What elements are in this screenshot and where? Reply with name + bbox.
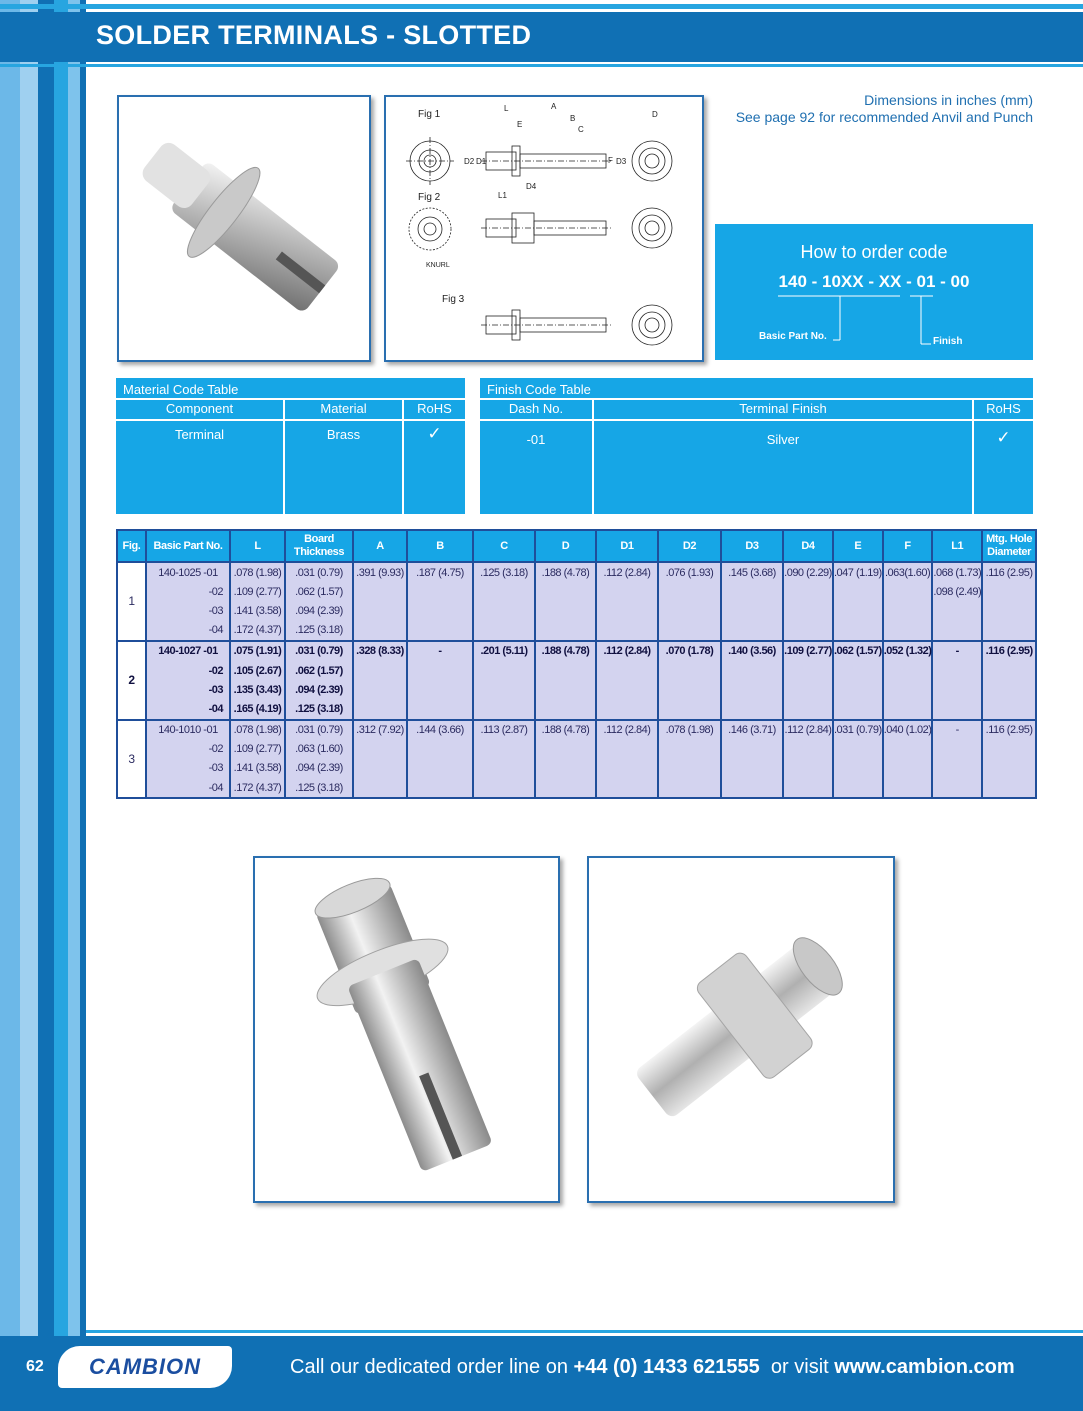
table-cell [473, 661, 535, 680]
table-cell: -04 [146, 621, 230, 641]
table-cell: .052 (1.32) [883, 641, 933, 661]
table-cell: .076 (1.93) [658, 562, 721, 582]
table-cell: .040 (1.02) [883, 720, 933, 740]
table-cell [982, 778, 1036, 798]
spec-header-mtg-hole: Mtg. Hole Diameter [982, 530, 1036, 562]
table-cell: .063(1.60) [883, 562, 933, 582]
table-cell [407, 778, 473, 798]
table-row [117, 641, 1036, 661]
fig3-label: Fig 3 [442, 294, 465, 305]
material-header-rohs: RoHS [417, 401, 452, 416]
table-cell [596, 680, 658, 699]
table-cell: .062 (1.57) [833, 641, 883, 661]
table-cell: .062 (1.57) [285, 582, 353, 601]
left-stripe-1 [0, 0, 20, 1411]
table-cell [596, 582, 658, 601]
table-cell: .075 (1.91) [230, 641, 285, 661]
spec-header-d2: D2 [658, 530, 721, 562]
table-cell [658, 621, 721, 641]
left-stripe-6 [80, 0, 86, 1411]
cambion-logo-text: CAMBION [88, 1354, 202, 1379]
table-cell: -04 [146, 778, 230, 798]
spec-header-d1: D1 [596, 530, 658, 562]
table-row [117, 621, 1036, 641]
table-cell [721, 759, 783, 778]
table-cell: .070 (1.78) [658, 641, 721, 661]
table-cell [883, 740, 933, 759]
table-cell [783, 582, 833, 601]
table-cell: .112 (2.84) [596, 562, 658, 582]
table-cell [883, 699, 933, 719]
contact-mid: or visit [759, 1356, 835, 1378]
table-cell: .062 (1.57) [285, 661, 353, 680]
spec-header-b: B [407, 530, 473, 562]
table-cell: 140-1025 -01 [146, 562, 230, 582]
table-cell [833, 582, 883, 601]
table-cell [407, 582, 473, 601]
table-cell: .125 (3.18) [473, 562, 535, 582]
contact-line [290, 1356, 1015, 1379]
table-cell [596, 699, 658, 719]
table-cell [982, 601, 1036, 620]
header-bar [0, 12, 1083, 62]
table-cell-fig: 1 [117, 562, 146, 641]
table-cell: .112 (2.84) [596, 720, 658, 740]
table-cell [658, 759, 721, 778]
terminal-photo-left [253, 856, 560, 1203]
table-cell [535, 740, 596, 759]
website-link[interactable]: www.cambion.com [834, 1356, 1015, 1378]
table-cell: .094 (2.39) [285, 759, 353, 778]
terminal-photo-top [117, 95, 371, 362]
spec-header-d4: D4 [783, 530, 833, 562]
table-cell: .125 (3.18) [285, 778, 353, 798]
specification-table [116, 529, 1037, 799]
table-cell [596, 759, 658, 778]
table-cell [721, 740, 783, 759]
dim-d3-label: D3 [616, 157, 627, 166]
table-cell: .172 (4.37) [230, 778, 285, 798]
table-cell [535, 601, 596, 620]
table-cell: .125 (3.18) [285, 699, 353, 719]
spec-header-l1: L1 [932, 530, 982, 562]
table-cell [407, 759, 473, 778]
table-cell [596, 740, 658, 759]
table-cell [535, 759, 596, 778]
table-cell [596, 778, 658, 798]
phone-number: +44 (0) 1433 621555 [573, 1356, 760, 1378]
finish-header-rohs: RoHS [986, 401, 1021, 416]
table-cell [783, 759, 833, 778]
table-cell: .078 (1.98) [230, 562, 285, 582]
material-cell-material: Brass [326, 427, 361, 442]
finish-header-dash: Dash No. [508, 401, 564, 416]
finish-cell-finish: Silver [766, 432, 800, 447]
table-cell: -02 [146, 661, 230, 680]
table-cell [982, 740, 1036, 759]
table-cell: .047 (1.19) [833, 562, 883, 582]
table-cell: .312 (7.92) [353, 720, 407, 740]
table-cell: .141 (3.58) [230, 759, 285, 778]
table-cell: .090 (2.29) [783, 562, 833, 582]
table-cell [473, 680, 535, 699]
left-stripe-2 [20, 0, 38, 1411]
table-cell: 140-1027 -01 [146, 641, 230, 661]
table-cell-fig: 3 [117, 720, 146, 799]
table-cell: .140 (3.56) [721, 641, 783, 661]
table-cell: .328 (8.33) [353, 641, 407, 661]
table-cell [353, 601, 407, 620]
table-cell: .078 (1.98) [658, 720, 721, 740]
table-cell [596, 661, 658, 680]
table-cell [535, 661, 596, 680]
table-cell [783, 661, 833, 680]
table-cell [407, 621, 473, 641]
spec-header-d3: D3 [721, 530, 783, 562]
table-cell: .116 (2.95) [982, 720, 1036, 740]
table-cell: .144 (3.66) [407, 720, 473, 740]
finish-cell-dash: -01 [526, 432, 546, 447]
table-cell: .112 (2.84) [596, 641, 658, 661]
table-cell [932, 740, 982, 759]
table-cell [535, 680, 596, 699]
table-cell: -02 [146, 582, 230, 601]
basic-part-label: Basic Part No. [759, 331, 827, 342]
finish-code-table [480, 378, 1033, 514]
table-cell: -03 [146, 759, 230, 778]
table-cell [535, 778, 596, 798]
table-cell: .078 (1.98) [230, 720, 285, 740]
finish-header-terminal-finish: Terminal Finish [739, 401, 827, 416]
table-cell [883, 759, 933, 778]
table-cell: 140-1010 -01 [146, 720, 230, 740]
table-cell [353, 582, 407, 601]
page-title: SOLDER TERMINALS - SLOTTED [96, 20, 532, 50]
table-cell [473, 699, 535, 719]
table-cell [783, 740, 833, 759]
table-cell [783, 680, 833, 699]
table-cell [721, 582, 783, 601]
fig1-label: Fig 1 [418, 109, 441, 120]
table-cell [783, 778, 833, 798]
table-cell [932, 759, 982, 778]
table-cell [932, 661, 982, 680]
material-code-table [116, 378, 465, 514]
left-stripe-5 [68, 0, 80, 1411]
table-cell [407, 699, 473, 719]
table-cell [982, 661, 1036, 680]
table-cell [833, 759, 883, 778]
table-cell: .188 (4.78) [535, 720, 596, 740]
table-cell: .201 (5.11) [473, 641, 535, 661]
table-cell: .031 (0.79) [285, 641, 353, 661]
dim-l1-label: L1 [498, 191, 507, 200]
finish-label: Finish [933, 336, 963, 347]
table-cell: .141 (3.58) [230, 601, 285, 620]
table-cell [783, 621, 833, 641]
table-cell [353, 740, 407, 759]
table-cell [883, 621, 933, 641]
table-cell [982, 680, 1036, 699]
table-cell [982, 699, 1036, 719]
spec-header-e: E [833, 530, 883, 562]
spec-header-fig: Fig. [117, 530, 146, 562]
table-cell: .031 (0.79) [833, 720, 883, 740]
table-cell [658, 699, 721, 719]
table-cell [833, 601, 883, 620]
table-cell [883, 661, 933, 680]
anvil-punch-note: See page 92 for recommended Anvil and Punch [735, 109, 1033, 125]
dim-d1-label: D1 [476, 157, 487, 166]
table-cell [473, 621, 535, 641]
table-row [117, 740, 1036, 759]
table-cell: .116 (2.95) [982, 562, 1036, 582]
table-cell [932, 778, 982, 798]
order-code-title: How to order code [800, 242, 948, 262]
table-row [117, 661, 1036, 680]
table-cell: -03 [146, 601, 230, 620]
left-stripe-3 [38, 0, 54, 1411]
table-cell [883, 601, 933, 620]
table-cell: .125 (3.18) [285, 621, 353, 641]
table-cell [783, 601, 833, 620]
table-cell [473, 778, 535, 798]
spec-header-basic-part: Basic Part No. [146, 530, 230, 562]
footer-top-line [86, 1330, 1083, 1333]
table-cell [353, 680, 407, 699]
table-cell: .112 (2.84) [783, 720, 833, 740]
dim-l-label: L [504, 104, 509, 113]
table-cell [721, 778, 783, 798]
table-cell [721, 680, 783, 699]
table-cell [721, 661, 783, 680]
table-cell [407, 740, 473, 759]
dimensions-units: Dimensions in inches (mm) [864, 92, 1033, 108]
table-cell: .172 (4.37) [230, 621, 285, 641]
table-cell [932, 699, 982, 719]
table-cell [833, 680, 883, 699]
table-cell [833, 778, 883, 798]
table-cell: -03 [146, 680, 230, 699]
table-cell [982, 582, 1036, 601]
table-cell [658, 601, 721, 620]
table-cell: .146 (3.71) [721, 720, 783, 740]
table-cell [783, 699, 833, 719]
spec-header-d: D [535, 530, 596, 562]
table-cell [658, 582, 721, 601]
table-cell: .109 (2.77) [230, 740, 285, 759]
table-cell: .094 (2.39) [285, 601, 353, 620]
table-cell [596, 621, 658, 641]
table-row [117, 759, 1036, 778]
spec-header-l: L [230, 530, 285, 562]
table-cell [883, 680, 933, 699]
table-cell [721, 601, 783, 620]
table-cell [932, 621, 982, 641]
table-cell [721, 621, 783, 641]
table-cell: - [407, 641, 473, 661]
table-cell [535, 621, 596, 641]
fig2-label: Fig 2 [418, 192, 441, 203]
table-cell: .105 (2.67) [230, 661, 285, 680]
finish-table-title: Finish Code Table [487, 382, 591, 397]
table-cell [833, 621, 883, 641]
table-cell: .188 (4.78) [535, 641, 596, 661]
header-top-line [0, 4, 1083, 9]
terminal-illustration [119, 97, 369, 360]
table-cell [658, 680, 721, 699]
table-cell: .031 (0.79) [285, 720, 353, 740]
spec-header-a: A [353, 530, 407, 562]
table-cell: .165 (4.19) [230, 699, 285, 719]
finish-rohs-check-icon: ✓ [996, 428, 1011, 447]
table-cell [473, 759, 535, 778]
table-cell [932, 680, 982, 699]
table-cell [353, 778, 407, 798]
table-cell [473, 582, 535, 601]
table-cell [407, 661, 473, 680]
table-cell [883, 582, 933, 601]
knurl-label: KNURL [426, 262, 450, 269]
table-cell [535, 582, 596, 601]
material-header-material: Material [320, 401, 367, 416]
material-rohs-check-icon: ✓ [427, 424, 442, 443]
table-cell: .094 (2.39) [285, 680, 353, 699]
table-cell: -04 [146, 699, 230, 719]
table-cell [596, 601, 658, 620]
table-row [117, 680, 1036, 699]
dim-e-label: E [517, 120, 523, 129]
table-cell: .109 (2.77) [783, 641, 833, 661]
table-row [117, 582, 1036, 601]
left-stripe-4 [54, 0, 68, 1411]
spec-header-row [117, 530, 1036, 562]
table-cell: .098 (2.49) [932, 582, 982, 601]
table-row [117, 562, 1036, 582]
table-cell: .391 (9.93) [353, 562, 407, 582]
spec-header-board-thickness: Board Thickness [285, 530, 353, 562]
table-cell [982, 621, 1036, 641]
dim-d4-label: D4 [526, 182, 537, 191]
material-header-component: Component [165, 401, 234, 416]
table-cell: .145 (3.68) [721, 562, 783, 582]
table-cell [658, 740, 721, 759]
cambion-logo [58, 1346, 232, 1388]
table-cell [535, 699, 596, 719]
dim-f-label: F [608, 156, 613, 165]
table-row [117, 778, 1036, 798]
header-bottom-line [0, 64, 1083, 67]
table-cell [407, 680, 473, 699]
spec-header-f: F [883, 530, 933, 562]
terminal-photo-right [587, 856, 895, 1203]
table-cell: - [932, 641, 982, 661]
table-cell: .063 (1.60) [285, 740, 353, 759]
dim-b-label: B [570, 114, 576, 123]
table-cell [473, 740, 535, 759]
table-cell: .109 (2.77) [230, 582, 285, 601]
material-cell-component: Terminal [174, 427, 225, 442]
dimensions-note [736, 92, 1033, 126]
table-cell [353, 621, 407, 641]
table-cell: .187 (4.75) [407, 562, 473, 582]
table-cell [658, 661, 721, 680]
table-cell [353, 759, 407, 778]
page-number: 62 [26, 1358, 44, 1375]
table-cell [407, 601, 473, 620]
table-cell: .116 (2.95) [982, 641, 1036, 661]
table-row [117, 720, 1036, 740]
table-cell: .113 (2.87) [473, 720, 535, 740]
table-cell: -02 [146, 740, 230, 759]
dim-d-label: D [652, 110, 658, 119]
table-cell: .031 (0.79) [285, 562, 353, 582]
table-cell [721, 699, 783, 719]
dim-c-label: C [578, 125, 584, 134]
table-cell [982, 759, 1036, 778]
table-cell [833, 699, 883, 719]
table-cell [473, 601, 535, 620]
table-cell: - [932, 720, 982, 740]
table-cell: .068 (1.73) [932, 562, 982, 582]
contact-prefix: Call our dedicated order line on [290, 1356, 574, 1378]
table-row [117, 601, 1036, 620]
material-table-title: Material Code Table [123, 382, 239, 397]
table-cell-fig: 2 [117, 641, 146, 720]
table-cell [658, 778, 721, 798]
order-code-box [715, 224, 1033, 360]
spec-header-c: C [473, 530, 535, 562]
table-cell [883, 778, 933, 798]
specification-table-body [117, 562, 1036, 798]
table-cell [833, 740, 883, 759]
dim-a-label: A [551, 102, 557, 111]
table-cell: .188 (4.78) [535, 562, 596, 582]
table-cell [932, 601, 982, 620]
dim-d2-label: D2 [464, 157, 475, 166]
table-cell [833, 661, 883, 680]
table-cell: .135 (3.43) [230, 680, 285, 699]
dimension-drawing [384, 95, 704, 362]
order-code-value: 140 - 10XX - XX - 01 - 00 [778, 272, 970, 291]
table-row [117, 699, 1036, 719]
table-cell [353, 699, 407, 719]
table-cell [353, 661, 407, 680]
